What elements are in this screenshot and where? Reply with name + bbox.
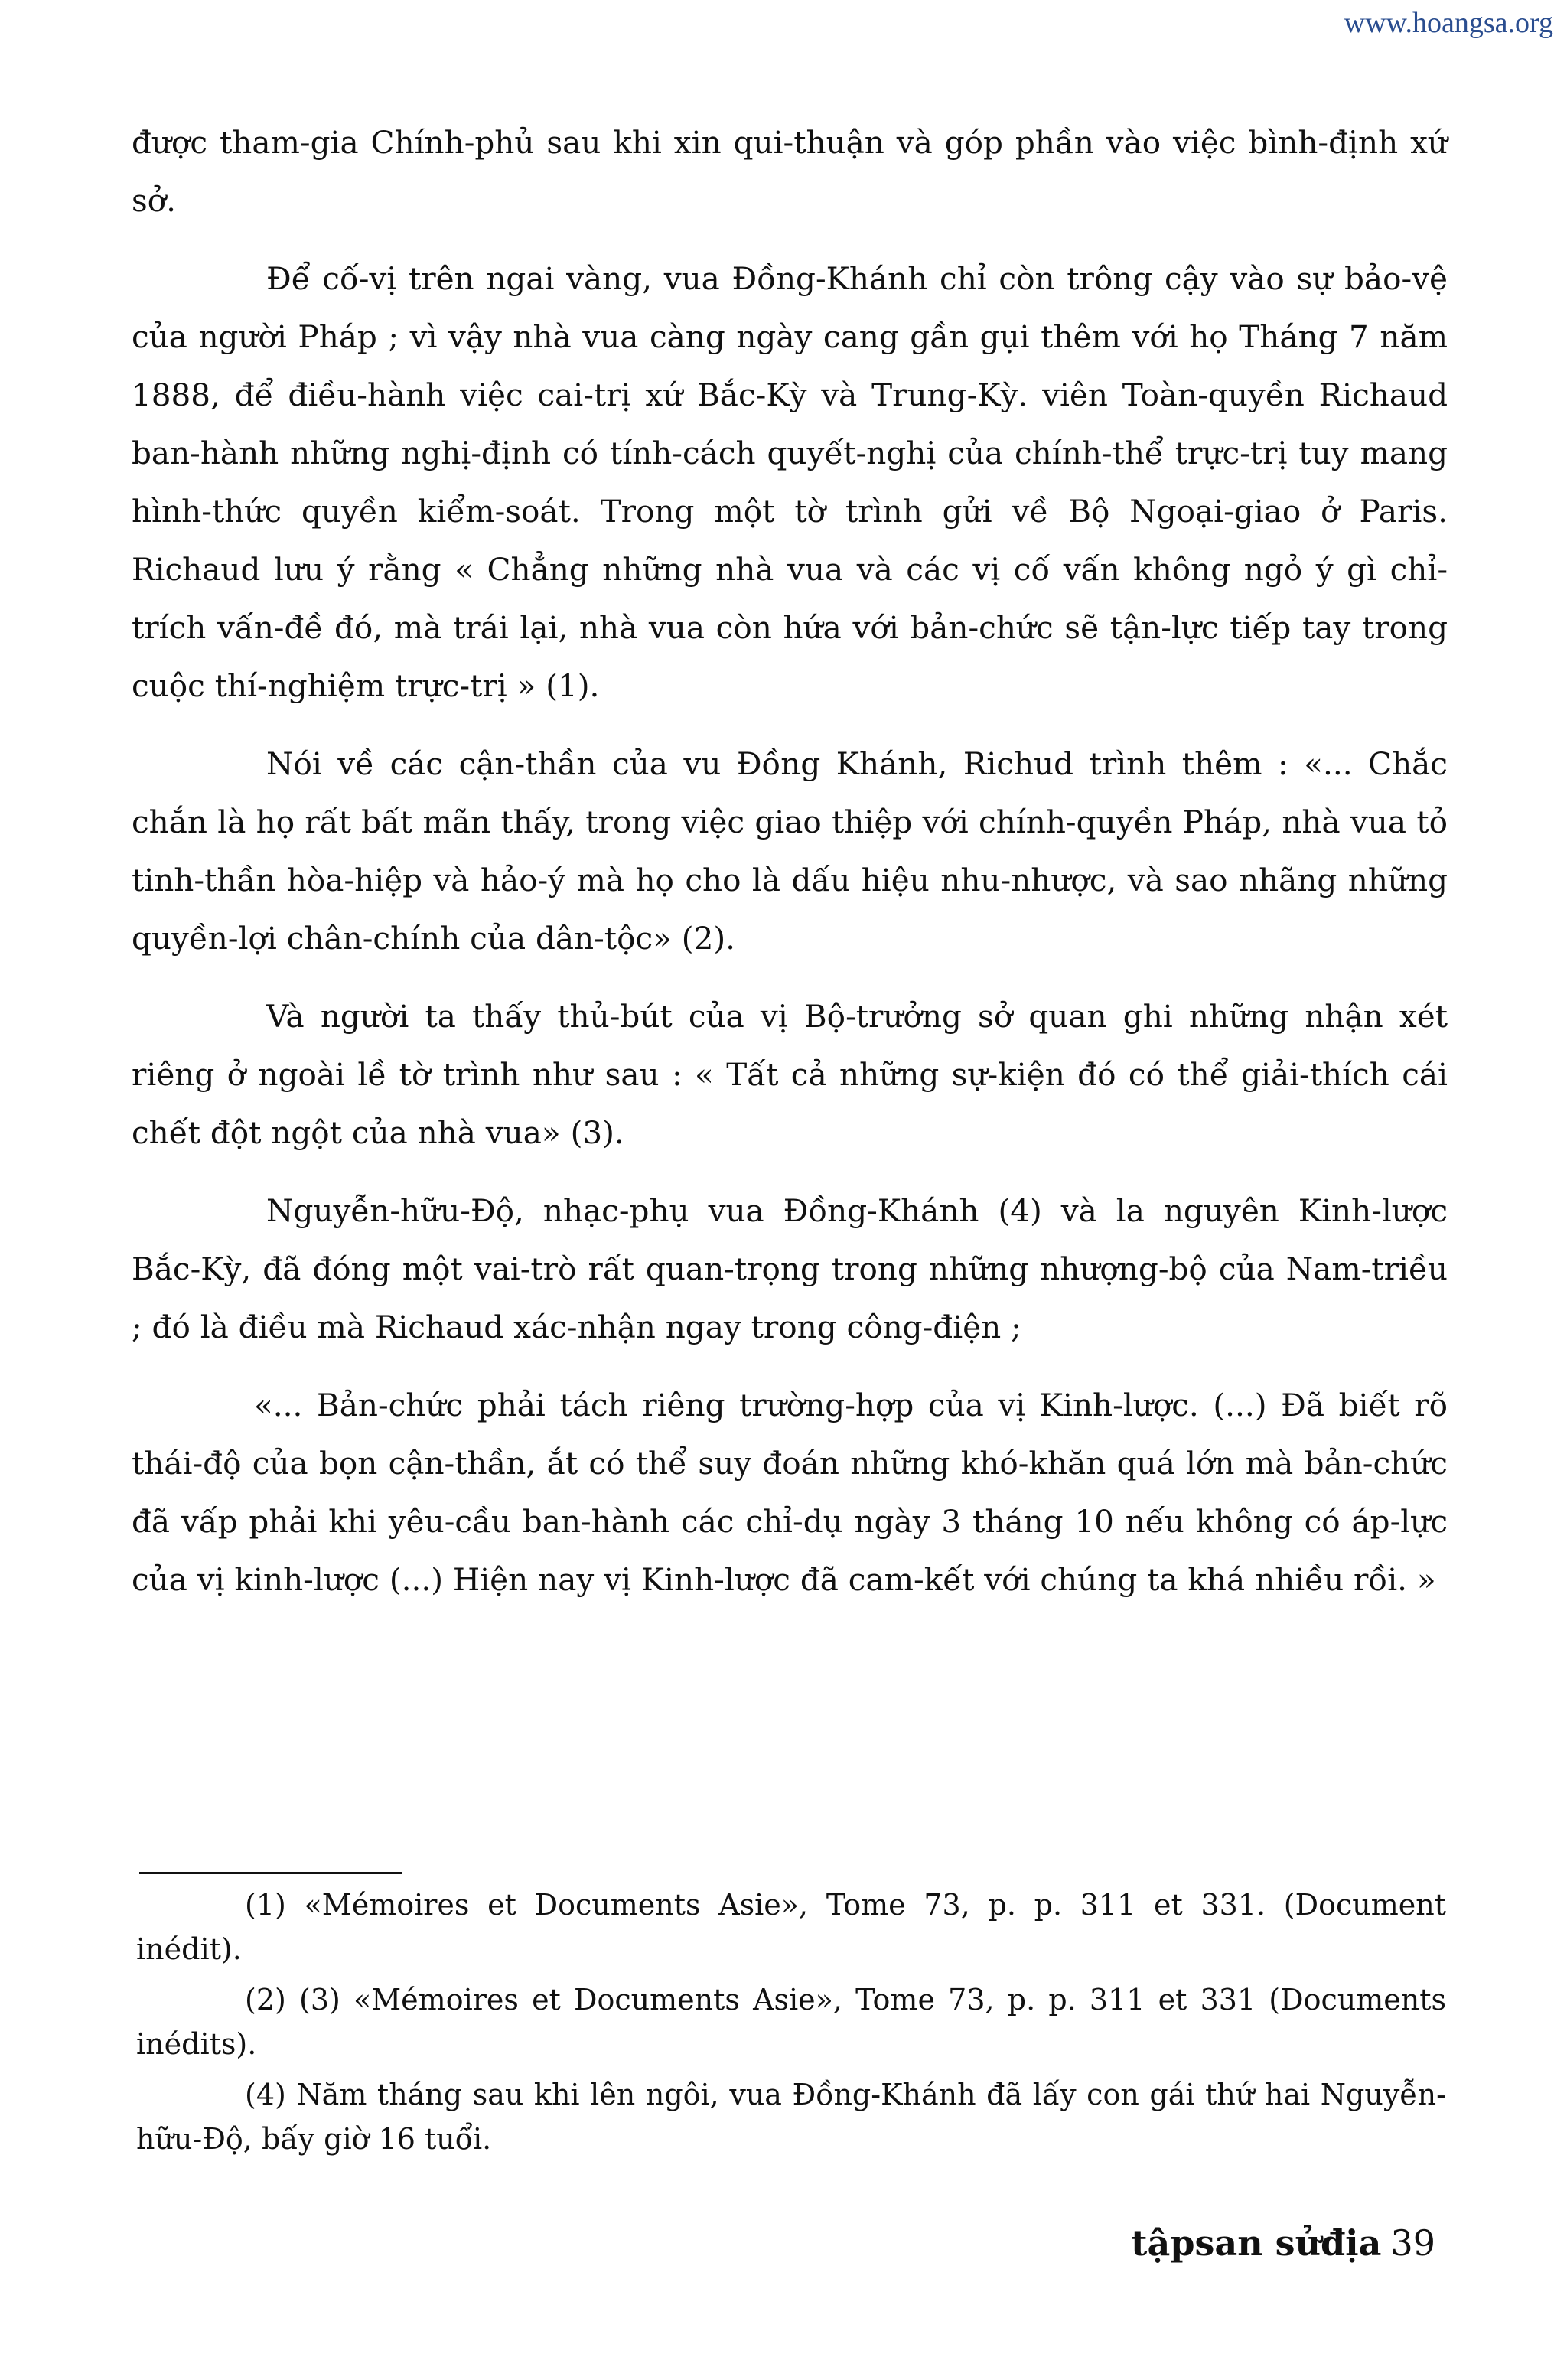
footnote-1: (1) «Mémoires et Documents Asie», Tome 73, p. p. 311 et 331. (Document inédit). bbox=[136, 1888, 1446, 1966]
footnote-divider bbox=[139, 1872, 402, 1874]
footnotes bbox=[136, 1883, 1446, 2167]
paragraph-nguyen-huu-do: Nguyễn-hữu-Độ, nhạc-phụ vua Đồng-Khánh (4) và la nguyên Kinh-lược Bắc-Kỳ, đã đóng một vai-trò rất quan-trọng trong những nhượng-bộ của Nam-triều ; đó là điều mà Richaud xác-nhận ngay trong công-điện ; bbox=[132, 1192, 1448, 1345]
page-body bbox=[132, 113, 1448, 1609]
block-quote bbox=[132, 1376, 1448, 1609]
footnote-4: (4) Năm tháng sau khi lên ngôi, vua Đồng-Khánh đã lấy con gái thứ hai Nguyễn-hữu-Độ, bấy giờ 16 tuổi. bbox=[136, 2078, 1446, 2156]
footnote-2-3: (2) (3) «Mémoires et Documents Asie», Tome 73, p. p. 311 et 331 (Documents inédits). bbox=[136, 1983, 1446, 2061]
paragraph-thu-but: Và người ta thấy thủ-bút của vị Bộ-trưởng sở quan ghi những nhận xét riêng ở ngoài lề tờ trình như sau : « Tất cả những sự-kiện đó có thể giải-thích cái chết đột ngột của nhà vua» (3). bbox=[132, 998, 1448, 1151]
page-footer bbox=[1114, 2222, 1435, 2264]
publication-name: tậpsan sửđịa bbox=[1131, 2222, 1382, 2264]
paragraph-dong-khanh: Để cố-vị trên ngai vàng, vua Đồng-Khánh chỉ còn trông cậy vào sự bảo-vệ của người Pháp ; vì vậy nhà vua càng ngày cang gần gụi thêm với họ Tháng 7 năm 1888, để điều-hành việc cai-trị xứ Bắc-Kỳ và Trung-Kỳ. viên Toàn-quyền Richaud ban-hành những nghị-định có tính-cách quyết-nghị của chính-thể trực-trị tuy mang hình-thức quyền kiểm-soát. Trong một tờ trình gửi về Bộ Ngoại-giao ở Paris. Richaud lưu ý rằng « Chẳng những nhà vua và các vị cố vấn không ngỏ ý gì chỉ-trích vấn-đề đó, mà trái lại, nhà vua còn hứa với bản-chức sẽ tận-lực tiếp tay trong cuộc thí-nghiệm trực-trị » (1). bbox=[132, 260, 1448, 704]
paragraph-can-than: Nói về các cận-thần của vu Đồng Khánh, Richud trình thêm : «... Chắc chắn là họ rất bất mãn thấy, trong việc giao thiệp với chính-quyền Pháp, nhà vua tỏ tinh-thần hòa-hiệp và hảo-ý mà họ cho là dấu hiệu nhu-nhược, và sao nhãng những quyền-lợi chân-chính của dân-tộc» (2). bbox=[132, 745, 1448, 957]
page-number: 39 bbox=[1390, 2222, 1435, 2264]
site-url[interactable]: www.hoangsa.org bbox=[1344, 7, 1553, 39]
quote-text: «... Bản-chức phải tách riêng trường-hợp của vị Kinh-lược. (...) Đã biết rõ thái-độ của bọn cận-thần, ắt có thể suy đoán những khó-khăn quá lớn mà bản-chức đã vấp phải khi yêu-cầu ban-hành các chỉ-dụ ngày 3 tháng 10 nếu không có áp-lực của vị kinh-lược (...) Hiện nay vị Kinh-lược đã cam-kết với chúng ta khá nhiều rồi. » bbox=[132, 1387, 1448, 1598]
paragraph-continuation: được tham-gia Chính-phủ sau khi xin qui-thuận và góp phần vào việc bình-định xứ sở. bbox=[132, 124, 1448, 219]
